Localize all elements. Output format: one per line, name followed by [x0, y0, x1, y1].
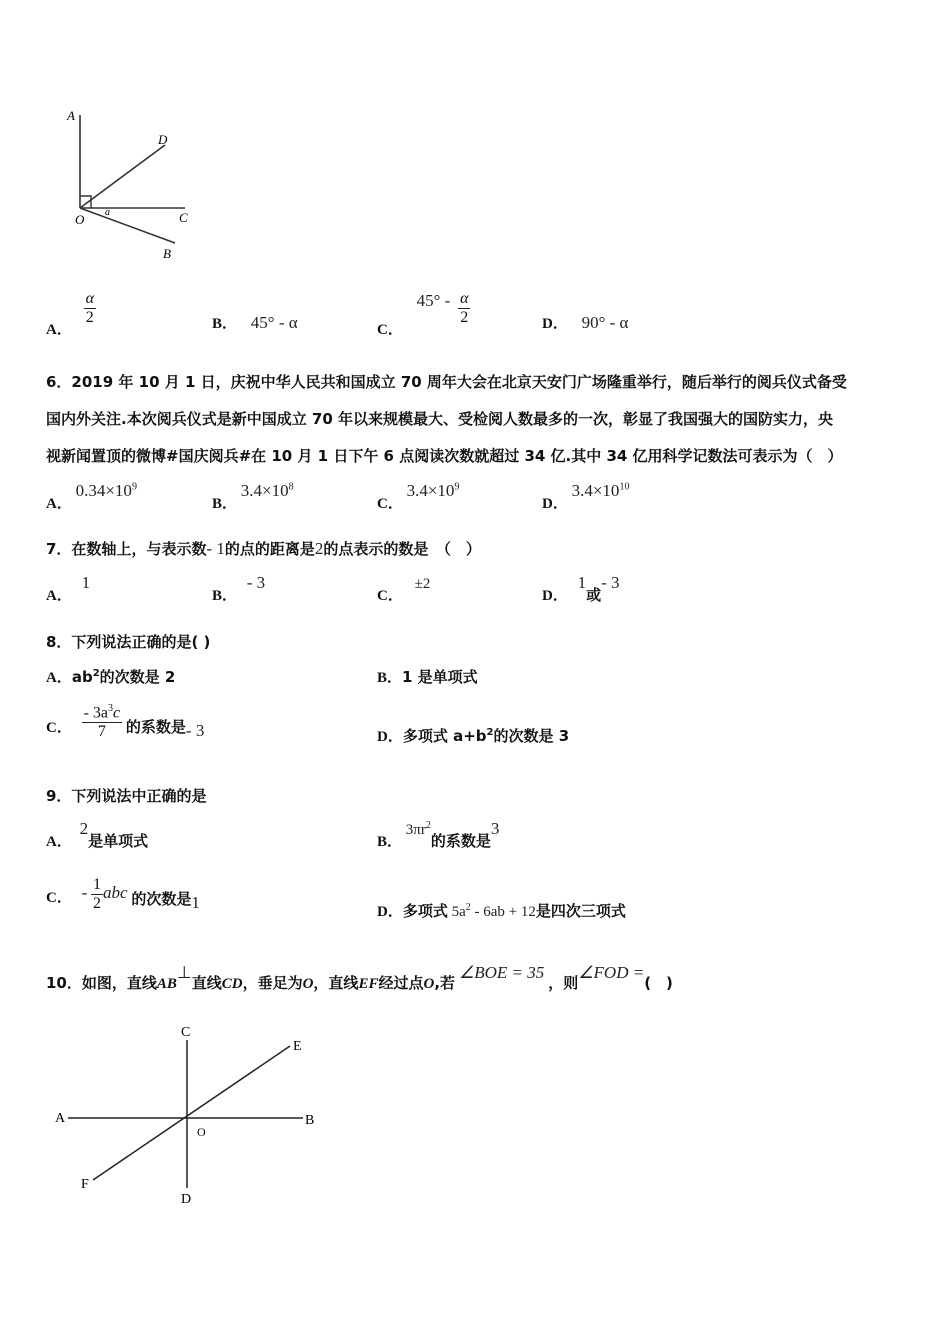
label-c: C [181, 1025, 191, 1040]
label-alpha: a [105, 207, 110, 218]
q8-c-num-pre: - 3a [83, 704, 109, 722]
label-o: O [197, 1125, 206, 1139]
q5-a-num: α [85, 290, 94, 307]
q8-c-fraction [82, 700, 123, 741]
q9-c-var: abc [103, 882, 128, 902]
q7-a-value: 1 [81, 573, 91, 592]
q5-d-label: D． [542, 316, 568, 332]
q9-b-exp: 2 [425, 820, 431, 831]
q9-c-label: C． [46, 889, 72, 906]
q8-a-post: 的次数是 2 [99, 668, 176, 686]
q8-d-text [403, 727, 569, 745]
q7-stem-num: - 1 [206, 539, 225, 558]
q5-c-den: 2 [460, 309, 469, 326]
q8-c-num-post: c [113, 704, 121, 722]
label-a: A [55, 1111, 66, 1126]
q9-c-den: 2 [93, 895, 102, 912]
q10-perp: ⊥ [176, 963, 192, 982]
q6-c-value [407, 481, 460, 500]
q6-d-label: D． [542, 496, 568, 512]
q9-d-label: D． [377, 904, 403, 920]
q9-d-pre: 多项式 [402, 902, 448, 920]
q10-ef: EF [358, 976, 379, 992]
q10-angle1: ∠BOE = 35 [459, 963, 545, 982]
q8-c-value: - 3 [185, 721, 205, 741]
label-a: A [67, 108, 75, 123]
q10-mid2: ，垂足为 [242, 974, 303, 992]
q9-d-expr-a: 5a [451, 904, 466, 920]
q9-b-label: B． [377, 834, 403, 850]
q7-stem-post: 的点表示的数是 （ ） [323, 540, 481, 558]
label-b: B [163, 246, 171, 261]
q7-b-value: - 3 [246, 573, 266, 592]
label-e: E [293, 1039, 302, 1054]
q8-d-post: 的次数是 3 [493, 727, 570, 745]
q10-angle2: ∠FOD = [578, 963, 645, 982]
q10-mid5: ,若 [434, 974, 456, 992]
q8-c-den: 7 [97, 723, 106, 741]
q6-option-c[interactable] [377, 480, 460, 512]
ray-ob [80, 208, 175, 243]
q5-b-label: B． [212, 316, 238, 332]
q5-d-value: 90° - α [581, 313, 629, 332]
q9-d-expr-b: - 6ab + 12 [470, 904, 536, 920]
ray-od [80, 145, 165, 208]
q7-option-b[interactable] [212, 572, 266, 604]
q8-a-text [72, 668, 176, 686]
q6-stem-line2: 国内外关注.本次阅兵仪式是新中国成立 70 年以来规模最大、受检阅人数最多的一次，彰显了我国强大的国防实力，央 [46, 410, 834, 428]
q6-b-base: 3.4×10 [240, 481, 289, 500]
q6-c-exp: 9 [454, 481, 460, 493]
q10-mid4: 经过点 [378, 974, 424, 992]
q10-stem [46, 962, 673, 992]
q5-option-a[interactable] [46, 290, 96, 338]
q5-c-prefix: 45° - [416, 290, 451, 310]
q7-option-c[interactable] [377, 572, 431, 604]
q9-a-text: 是单项式 [88, 832, 149, 850]
q7-d-value2: - 3 [601, 573, 620, 592]
q10-post: ( ) [644, 974, 673, 992]
label-b: B [305, 1113, 315, 1128]
q8-a-exp: 2 [92, 668, 100, 679]
q9-c-minus: - [81, 882, 88, 902]
q6-a-base: 0.34×10 [75, 481, 132, 500]
q7-option-d[interactable] [542, 572, 620, 604]
q9-a-value: 2 [79, 819, 89, 838]
q7-option-a[interactable] [46, 572, 91, 604]
q9-b-expr [406, 822, 431, 838]
q8-option-b[interactable] [377, 666, 478, 687]
q7-stem [46, 538, 481, 559]
q9-d-exp: 2 [465, 902, 471, 913]
q8-c-num-exp: 3 [108, 703, 114, 714]
q8-option-a[interactable] [46, 666, 175, 687]
q8-stem: 8．下列说法正确的是( ) [46, 633, 211, 651]
q8-d-exp: 2 [486, 727, 494, 738]
q6-d-value [572, 481, 630, 500]
label-f: F [81, 1177, 89, 1192]
q10-mid1: 直线 [191, 974, 222, 992]
q8-b-label: B． [377, 670, 403, 686]
q9-stem: 9．下列说法中正确的是 [46, 787, 207, 805]
q6-d-exp: 10 [619, 481, 630, 493]
q9-option-d[interactable] [377, 900, 626, 921]
q6-b-value [241, 481, 294, 500]
q9-a-label: A． [46, 834, 72, 850]
q8-option-d[interactable] [377, 725, 569, 746]
q6-a-label: A． [46, 496, 72, 512]
q5-c-num: α [460, 290, 469, 307]
q7-b-label: B． [212, 588, 238, 604]
q9-d-post: 是四次三项式 [535, 902, 626, 920]
q10-o2: O [423, 976, 435, 992]
q9-option-c[interactable] [46, 876, 200, 913]
q6-option-a[interactable] [46, 480, 137, 512]
label-d: D [158, 132, 168, 147]
q5-a-den: 2 [85, 309, 94, 326]
q7-d-value1: 1 [577, 573, 587, 592]
q8-c-num [82, 700, 123, 723]
lines-figure-q10 [50, 1020, 330, 1210]
q9-option-b[interactable] [377, 818, 500, 850]
q9-b-text: 的系数是 [430, 832, 491, 850]
q5-b-value: 45° - α [250, 313, 298, 332]
q10-ab: AB [156, 976, 177, 992]
q8-b-text: 1 是单项式 [402, 668, 478, 686]
q8-option-c[interactable] [46, 700, 204, 741]
q7-d-label: D． [542, 588, 568, 604]
label-d: D [181, 1192, 192, 1207]
q9-c-value: 1 [191, 892, 200, 912]
q10-mid6: ，则 [548, 974, 579, 992]
q6-option-d[interactable] [542, 480, 630, 512]
q9-c-fraction [91, 876, 103, 913]
q5-a-fraction [84, 290, 96, 327]
q7-c-label: C． [377, 588, 403, 604]
q6-b-exp: 8 [288, 481, 294, 493]
q8-a-label: A． [46, 670, 72, 686]
q7-stem-mid: 的点的距离是 [224, 540, 315, 558]
q6-stem-line1: 6．2019 年 10 月 1 日，庆祝中华人民共和国成立 70 周年大会在北京天安门广场隆重举行，随后举行的阅兵仪式备受 [46, 373, 847, 391]
q8-d-label: D． [377, 729, 403, 745]
q6-stem-line3: 视新闻置顶的微博#国庆阅兵#在 10 月 1 日下午 6 点阅读次数就超过 34 亿.其中 34 亿用科学记数法可表示为（ ） [46, 447, 843, 465]
q7-stem-num2: 2 [314, 539, 324, 558]
q6-d-base: 3.4×10 [571, 481, 620, 500]
q6-a-exp: 9 [131, 481, 137, 493]
label-o: O [75, 212, 85, 227]
q6-a-value [76, 481, 137, 500]
q5-c-fraction [458, 290, 470, 327]
q8-c-text: 的系数是 [125, 718, 186, 737]
label-c: C [179, 210, 188, 225]
q10-cd: CD [221, 976, 243, 992]
q7-d-or: 或 [586, 586, 602, 604]
q7-a-label: A． [46, 588, 72, 604]
q9-c-text: 的次数是 [131, 889, 192, 908]
q10-mid3: ，直线 [313, 974, 359, 992]
q5-option-b[interactable] [212, 312, 298, 333]
q9-b-value: 3 [490, 819, 500, 838]
q9-d-expr [452, 904, 536, 920]
q6-b-label: B． [212, 496, 238, 512]
q5-option-d[interactable] [542, 312, 628, 333]
q10-pre: 10．如图，直线 [46, 974, 157, 992]
q5-a-label: A． [46, 321, 72, 338]
q7-c-value: ±2 [414, 576, 431, 592]
q7-stem-pre: 7．在数轴上，与表示数 [46, 540, 207, 558]
q6-option-b[interactable] [212, 480, 294, 512]
q6-c-label: C． [377, 496, 403, 512]
q9-c-num: 1 [93, 876, 102, 893]
q8-d-pre: 多项式 a+b [402, 727, 487, 745]
q9-option-a[interactable] [46, 818, 149, 850]
angle-figure-q5 [55, 100, 205, 270]
q6-c-base: 3.4×10 [406, 481, 455, 500]
q8-c-label: C． [46, 720, 72, 737]
q8-a-pre: ab [71, 668, 93, 686]
q10-o: O [302, 976, 314, 992]
q9-b-pre: 3πr [405, 822, 426, 838]
q5-c-label: C． [377, 321, 403, 338]
q5-option-c[interactable] [377, 290, 470, 338]
line-ef [93, 1046, 290, 1180]
